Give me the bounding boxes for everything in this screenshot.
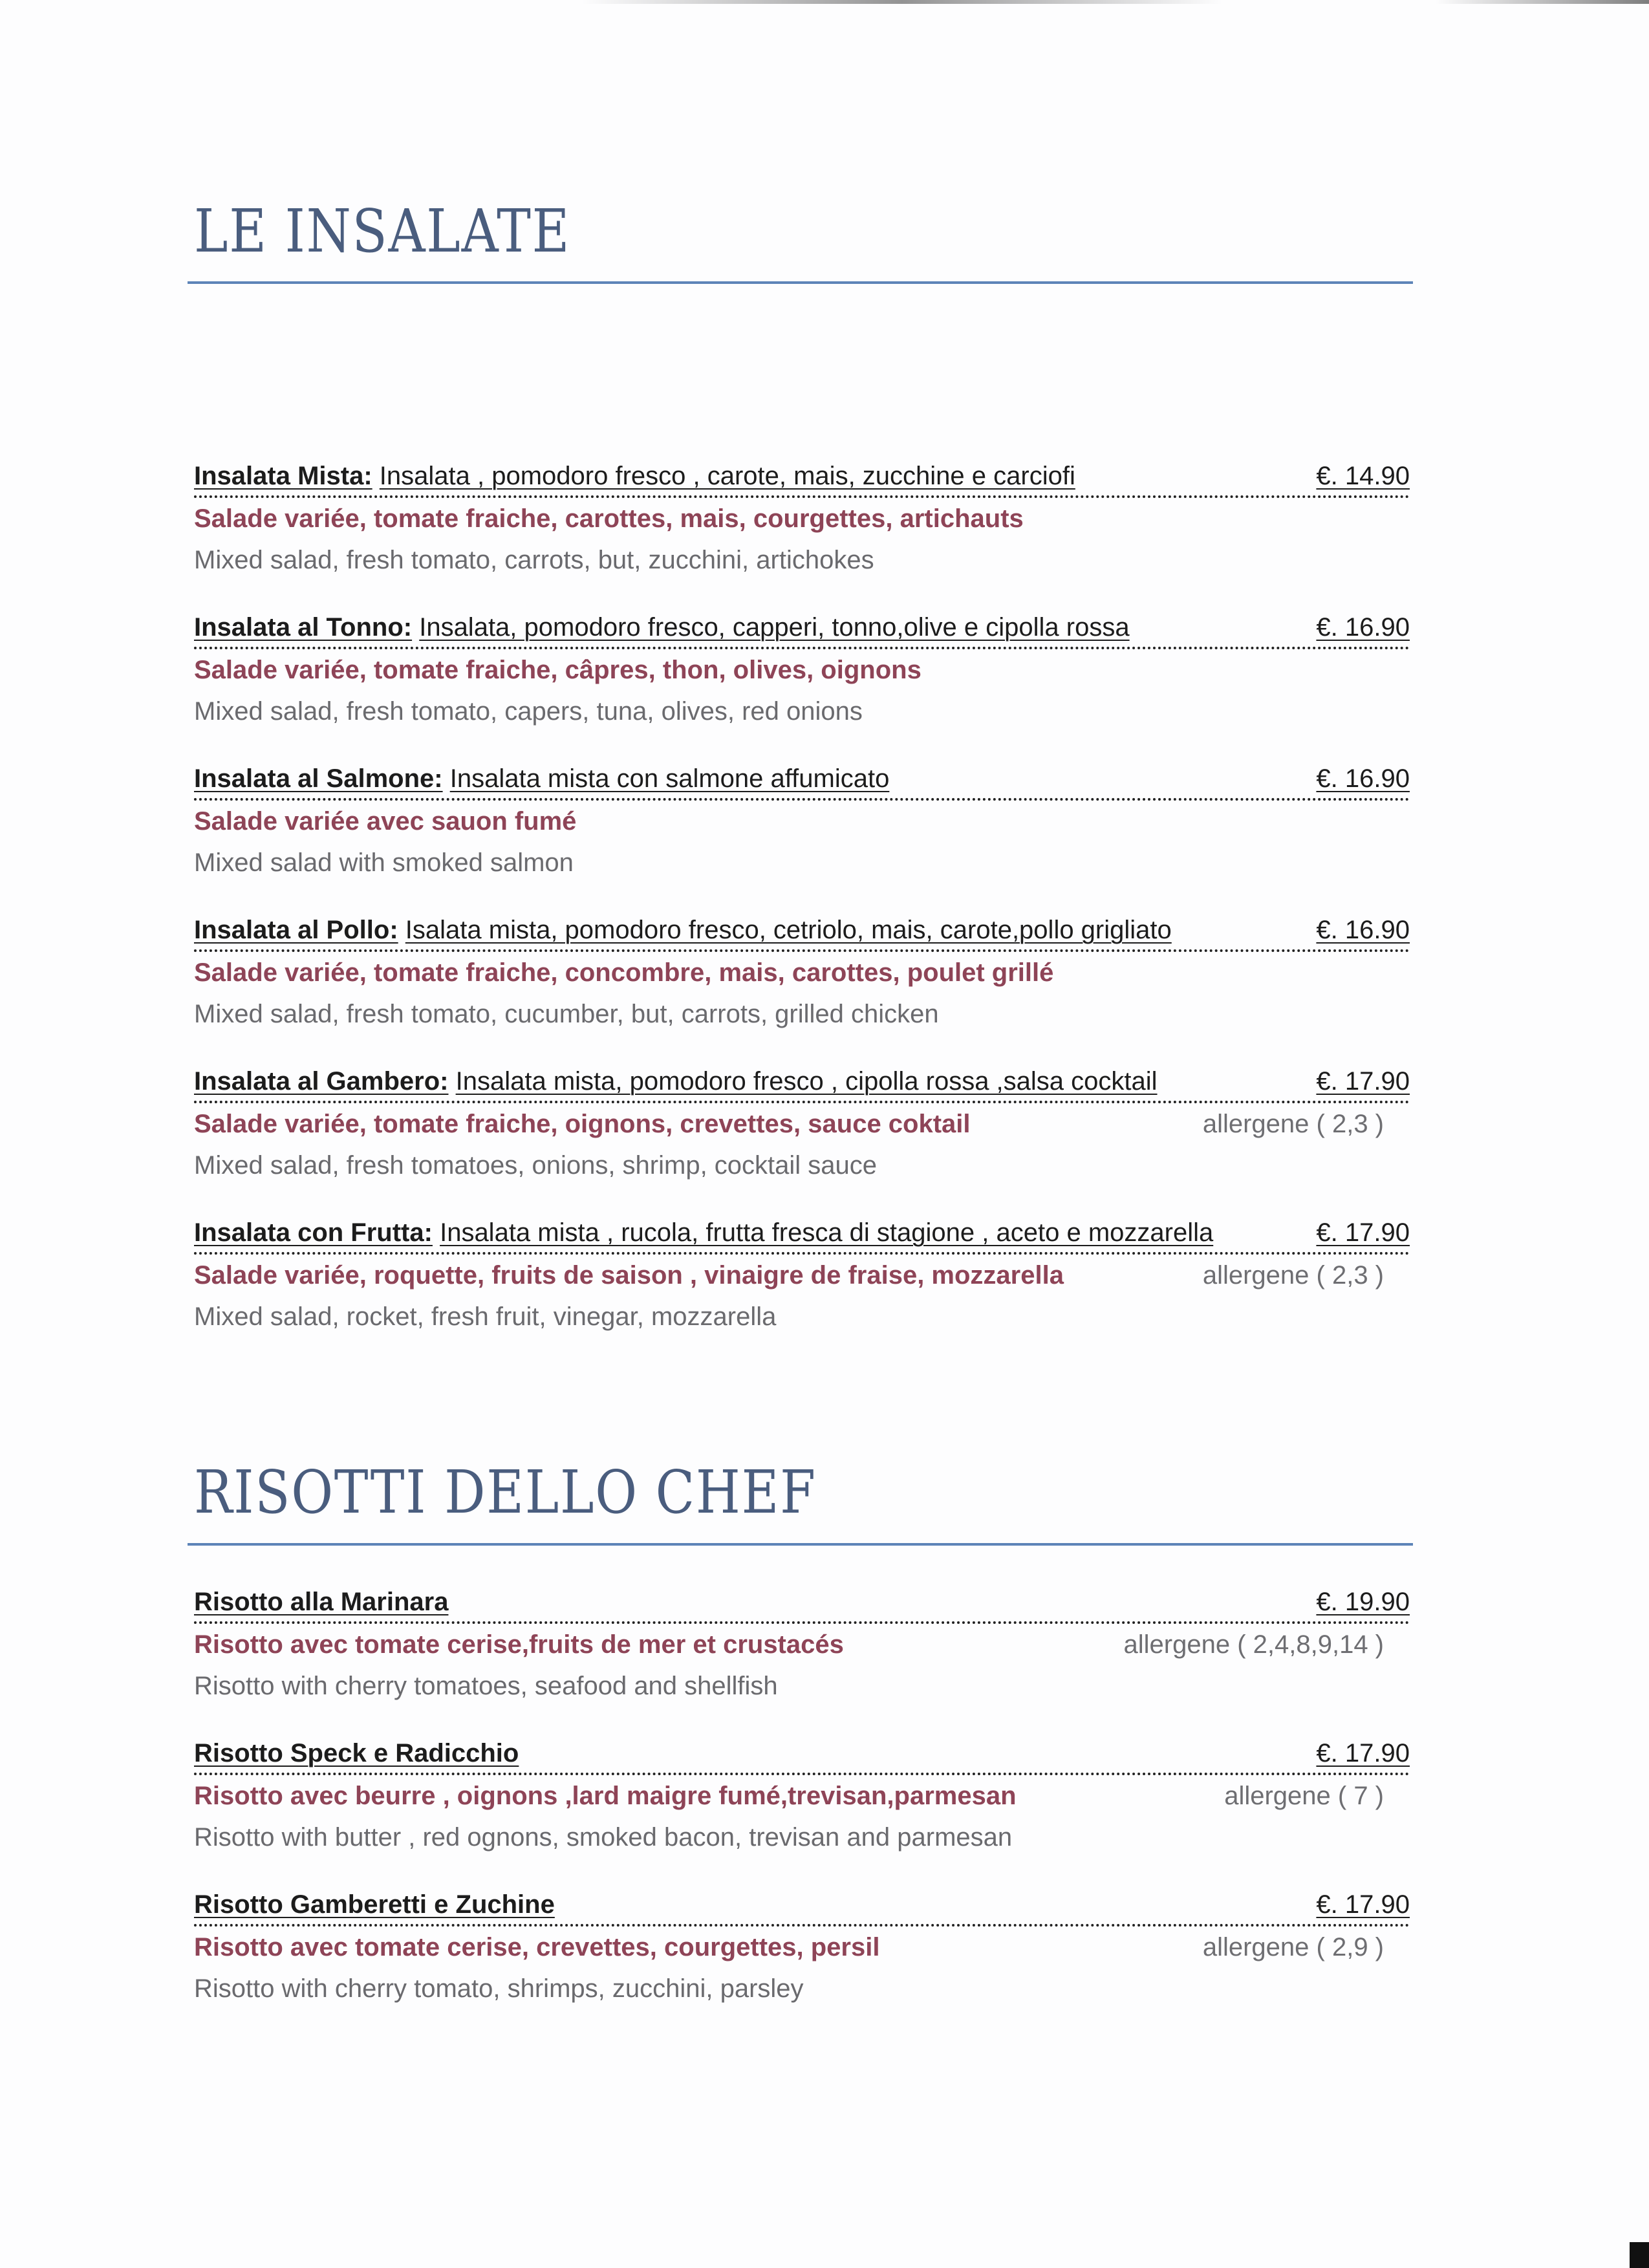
item-header xyxy=(194,916,1410,952)
item-name: Insalata al Salmone: xyxy=(194,764,443,793)
item-description-english: Mixed salad, fresh tomato, carrots, but, zucchini, artichokes xyxy=(194,546,874,574)
item-name: Insalata al Pollo: xyxy=(194,916,398,944)
item-price: €. 17.90 xyxy=(1316,1890,1410,1919)
item-header xyxy=(194,1739,1410,1775)
item-header xyxy=(194,764,1410,801)
item-description-english: Mixed salad, fresh tomatoes, onions, shrimp, cocktail sauce xyxy=(194,1151,878,1180)
item-header xyxy=(194,1067,1410,1103)
allergen-info: allergene ( 2,3 ) xyxy=(1202,1110,1384,1138)
item-description-italian: Insalata , pomodoro fresco , carote, mais, zucchine e carciofi xyxy=(379,462,1075,490)
item-description-french xyxy=(194,958,1410,997)
allergen-info: allergene ( 2,9 ) xyxy=(1202,1933,1384,1961)
section-divider xyxy=(188,1543,1413,1546)
item-description-french xyxy=(194,1110,1410,1149)
item-description-french xyxy=(194,656,1410,695)
french-text: Salade variée, tomate fraiche, oignons, crevettes, sauce coktail xyxy=(194,1110,971,1138)
menu-item-risotto-marinara xyxy=(194,1588,1410,1701)
french-text: Salade variée, tomate fraiche, carottes, mais, courgettes, artichauts xyxy=(194,504,1024,533)
french-text: Salade variée, tomate fraiche, concombre, mais, carottes, poulet grillé xyxy=(194,958,1054,987)
item-description-italian: Insalata, pomodoro fresco, capperi, tonno,olive e cipolla rossa xyxy=(419,613,1130,642)
item-price: €. 17.90 xyxy=(1316,1218,1410,1247)
item-description-english: Mixed salad with smoked salmon xyxy=(194,848,574,877)
item-description-english: Risotto with cherry tomatoes, seafood and shellfish xyxy=(194,1672,778,1700)
french-text: Risotto avec tomate cerise, crevettes, courgettes, persil xyxy=(194,1933,880,1961)
item-price: €. 16.90 xyxy=(1316,613,1410,642)
section-divider xyxy=(188,281,1413,284)
item-description-english: Risotto with cherry tomato, shrimps, zucchini, parsley xyxy=(194,1974,804,2003)
item-name: Risotto Speck e Radicchio xyxy=(194,1739,519,1767)
item-price: €. 16.90 xyxy=(1316,764,1410,793)
item-description-french xyxy=(194,1630,1410,1669)
item-description-italian: Insalata mista con salmone affumicato xyxy=(449,764,890,793)
item-description-english: Mixed salad, rocket, fresh fruit, vinegar, mozzarella xyxy=(194,1302,777,1331)
item-description-french xyxy=(194,807,1410,846)
item-name: Insalata con Frutta: xyxy=(194,1218,433,1247)
item-name: Risotto alla Marinara xyxy=(194,1588,449,1616)
item-price: €. 14.90 xyxy=(1316,462,1410,490)
menu-item-insalata-pollo xyxy=(194,916,1410,1029)
item-header xyxy=(194,613,1410,649)
item-description-french xyxy=(194,1933,1410,1972)
item-header xyxy=(194,462,1410,498)
allergen-info: allergene ( 2,3 ) xyxy=(1202,1261,1384,1290)
allergen-info: allergene ( 7 ) xyxy=(1224,1782,1384,1810)
item-header xyxy=(194,1588,1410,1624)
item-name: Insalata al Gambero: xyxy=(194,1067,449,1096)
item-price: €. 16.90 xyxy=(1316,916,1410,944)
section-title-risotti: RISOTTI DELLO CHEF xyxy=(194,1458,817,1527)
item-price: €. 17.90 xyxy=(1316,1067,1410,1096)
item-description-italian: Insalata mista, pomodoro fresco , cipolla rossa ,salsa cocktail xyxy=(455,1067,1158,1096)
scan-artifact xyxy=(1630,2242,1649,2268)
item-description-english: Mixed salad, fresh tomato, capers, tuna, olives, red onions xyxy=(194,697,863,726)
item-description-english: Mixed salad, fresh tomato, cucumber, but, carrots, grilled chicken xyxy=(194,1000,939,1028)
item-price: €. 19.90 xyxy=(1316,1588,1410,1616)
item-name: Insalata al Tonno: xyxy=(194,613,413,642)
menu-item-risotto-speck-radicchio xyxy=(194,1739,1410,1852)
section-title-insalate: LE INSALATE xyxy=(194,197,571,266)
item-description-french xyxy=(194,1782,1410,1820)
item-description-italian: Insalata mista , rucola, frutta fresca di stagione , aceto e mozzarella xyxy=(440,1218,1214,1247)
french-text: Risotto avec tomate cerise,fruits de mer et crustacés xyxy=(194,1630,844,1659)
menu-item-insalata-tonno xyxy=(194,613,1410,726)
menu-item-insalata-frutta xyxy=(194,1218,1410,1332)
item-description-italian: Isalata mista, pomodoro fresco, cetriolo, mais, carote,pollo grigliato xyxy=(405,916,1172,944)
item-description-french xyxy=(194,1261,1410,1300)
item-price: €. 17.90 xyxy=(1316,1739,1410,1767)
french-text: Salade variée, roquette, fruits de saison , vinaigre de fraise, mozzarella xyxy=(194,1261,1064,1290)
french-text: Salade variée, tomate fraiche, câpres, thon, olives, oignons xyxy=(194,656,921,684)
item-header xyxy=(194,1218,1410,1255)
menu-item-insalata-mista xyxy=(194,462,1410,575)
menu-item-insalata-gambero xyxy=(194,1067,1410,1180)
item-description-english: Risotto with butter , red ognons, smoked bacon, trevisan and parmesan xyxy=(194,1823,1013,1852)
allergen-info: allergene ( 2,4,8,9,14 ) xyxy=(1123,1630,1384,1659)
item-name: Insalata Mista: xyxy=(194,462,372,490)
french-text: Risotto avec beurre , oignons ,lard maigre fumé,trevisan,parmesan xyxy=(194,1782,1017,1810)
scan-shadow xyxy=(582,0,1649,4)
menu-item-insalata-salmone xyxy=(194,764,1410,878)
french-text: Salade variée avec sauon fumé xyxy=(194,807,577,836)
item-header xyxy=(194,1890,1410,1927)
menu-item-risotto-gamberetti-zuchine xyxy=(194,1890,1410,2003)
item-name: Risotto Gamberetti e Zuchine xyxy=(194,1890,555,1919)
item-description-french xyxy=(194,504,1410,543)
